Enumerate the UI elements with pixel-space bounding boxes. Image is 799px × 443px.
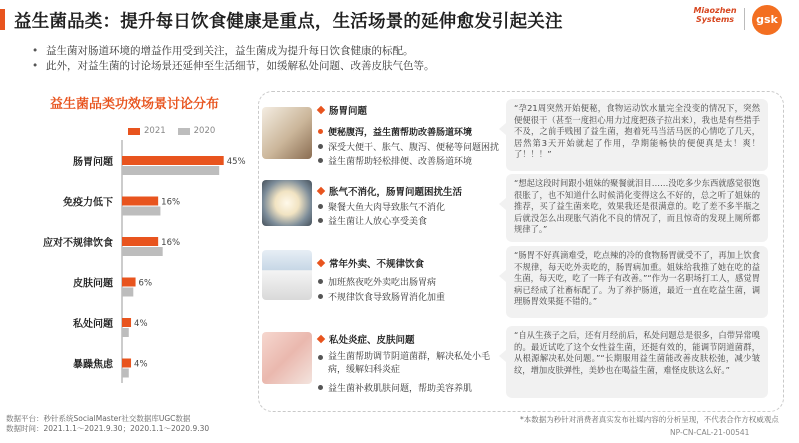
gsk-logo: gsk <box>752 5 782 35</box>
source-period: 数据时间：2021.1.1～2021.9.30；2020.1.1～2020.9.30 <box>6 424 210 433</box>
scene-item <box>318 214 427 227</box>
scene-head-3 <box>318 256 424 270</box>
scene-item <box>318 200 445 213</box>
category-label: 暴躁焦虑 <box>73 359 113 371</box>
bar-2020 <box>122 328 129 337</box>
chart-legend <box>128 126 227 136</box>
scene-image-4 <box>262 332 312 384</box>
legend-label-2021: 2021 <box>144 126 166 136</box>
bar-2021 <box>122 237 158 246</box>
scene-quote-3: “肠胃不好真滴难受，吃点辣的冷的食物肠胃就受不了，再加上饮食不规律，每天吃外卖吃的，肠胃病加重。姐妹给我推了她在吃的益生菌，每天吃，吃了一阵子有改善。”“作为一名职场打工人，感觉胃病已经成了社畜标配了。为了养护肠道，最近一直在吃益生菌，调理肠胃效果挺不错的。” <box>506 246 768 318</box>
bar-2020 <box>122 369 129 378</box>
bar-2021 <box>122 156 224 165</box>
bar-2021 <box>122 278 136 287</box>
bar-2021 <box>122 197 158 206</box>
category-label: 皮肤问题 <box>73 278 113 290</box>
data-label-2021: 4% <box>134 359 148 370</box>
source-platform: 数据平台：秒针系统SocialMaster社交数据库UGC数据 <box>6 414 191 423</box>
scene-head-label: 常年外卖、不规律饮食 <box>329 259 425 270</box>
scene-item-text: 聚餐大鱼大肉导致胀气不消化 <box>328 203 446 213</box>
scene-head-2 <box>318 184 462 198</box>
scene-item-text: 不规律饮食导致肠胃消化加重 <box>328 293 446 303</box>
data-source <box>6 414 209 434</box>
category-label: 肠胃问题 <box>73 157 113 168</box>
legend-item-2020 <box>178 126 216 136</box>
disclaimer-note: *本数据为秒针对消费者真实发布社媒内容的分析呈现，不代表合作方权威观点 <box>520 415 779 424</box>
legend-item-2021 <box>128 126 166 136</box>
scene-item-text: 加班熬夜吃外卖吃出肠胃病 <box>328 278 437 288</box>
summary-bullet: • 益生菌对肠道环境的增益作用受到关注，益生菌成为提升每日饮食健康的标配。 <box>32 44 435 59</box>
scene-image-3 <box>262 250 312 300</box>
scene-item-text: 便秘腹泻，益生菌帮助改善肠道环境 <box>328 128 473 138</box>
scene-quote-4: “自从生孩子之后，还有月经前后，私处问题总是很多，白带异常嗅的。最近试吃了这个女性益生菌，还挺有效的，能调节阴道菌群，从根源解决私处问题。”“长期服用益生菌能改善皮肤松弛，减少皱纹，增加皮肤弹性，美妙也在喝益生菌，难怪皮肤这么好。” <box>506 326 768 398</box>
scene-item-text: 益生菌帮助调节阴道菌群，解决私处小毛病，缓解妇科炎症 <box>328 352 491 375</box>
category-label: 免疫力低下 <box>63 197 113 209</box>
bar-2021 <box>122 318 131 327</box>
logo-divider <box>744 8 745 30</box>
scene-item-text: 益生菌让人放心享受美食 <box>328 217 428 227</box>
scene-item-text: 深受大便干、胀气、腹泻、便秘等问题困扰 <box>328 143 500 153</box>
bar-2020 <box>122 288 133 297</box>
scene-item-text: 益生菌补救肌肤问题，帮助美容养肌 <box>328 384 473 394</box>
scene-item <box>318 154 472 167</box>
scene-quote-1: “孕21周突然开始便秘，食物运动饮水量完全没变的情况下，突然便便很干（甚至一度担心用力过度把孩子拉出来），我也是有些措手不及，之前手贱囤了益生菌，抱着死马当活马医的心情吃了几天，居然第3天开始就起了作用，孕期能畅快的便便真是太！爽！了！！！” <box>506 99 768 171</box>
miaozhen-logo: Miaozhen Systems <box>693 6 737 24</box>
page-title: 益生菌品类：提升每日饮食健康是重点，生活场景的延伸愈发引起关注 <box>14 12 563 32</box>
legend-swatch-2020 <box>178 128 190 135</box>
scene-quote-2: “想起这段时间跟小姐妹的聚餐就泪目……没吃多少东西就感觉很饱很胀了，也不知道什么时候消化变得这么不好的，总之听了姐妹的推荐，买了益生菌来吃，效果我还是很满意的。吃了差不多半瓶之后就没怎么出现胀气消化不良的情况了，而且惊奇的发现上厕所都规律了。” <box>506 174 768 242</box>
data-label-2021: 16% <box>161 238 181 248</box>
scene-item <box>318 351 496 377</box>
bar-2020 <box>122 207 160 216</box>
data-label-2021: 6% <box>138 278 153 289</box>
scene-head-label: 私处炎症、皮肤问题 <box>329 335 415 346</box>
legend-label-2020: 2020 <box>193 126 216 136</box>
data-label-2021: 4% <box>134 319 148 329</box>
scene-item <box>318 140 499 153</box>
scene-head-1 <box>318 103 367 117</box>
scene-item-text: 益生菌帮助轻松排便、改善肠道环境 <box>328 157 473 167</box>
title-accent-bar <box>0 9 5 30</box>
scene-item <box>318 275 436 288</box>
scene-head-label: 肠胃问题 <box>329 106 368 117</box>
legend-swatch-2021 <box>128 128 140 135</box>
category-label: 应对不规律饮食 <box>43 238 113 249</box>
document-code: NP-CN-CAL-21-00541 <box>670 428 750 437</box>
data-label-2021: 45% <box>226 157 246 167</box>
summary-bullet: • 此外，对益生菌的讨论场景还延伸至生活细节，如缓解私处问题、改善皮肤气色等。 <box>32 59 435 74</box>
bar-2020 <box>122 166 219 175</box>
category-label: 私处问题 <box>73 319 113 330</box>
scene-head-label: 胀气不消化，肠胃问题困扰生活 <box>329 187 463 198</box>
scene-image-2 <box>262 180 312 226</box>
bar-chart <box>0 140 255 400</box>
scene-item <box>318 381 472 394</box>
data-label-2021: 16% <box>161 197 181 208</box>
bar-2021 <box>122 359 131 368</box>
scene-item <box>318 290 445 303</box>
summary-bullets <box>32 44 435 74</box>
bar-2020 <box>122 247 163 256</box>
scene-image-1 <box>262 107 312 159</box>
scene-item <box>318 125 472 138</box>
scene-head-4 <box>318 332 415 346</box>
chart-title: 益生菌品类功效场景讨论分布 <box>50 97 220 112</box>
